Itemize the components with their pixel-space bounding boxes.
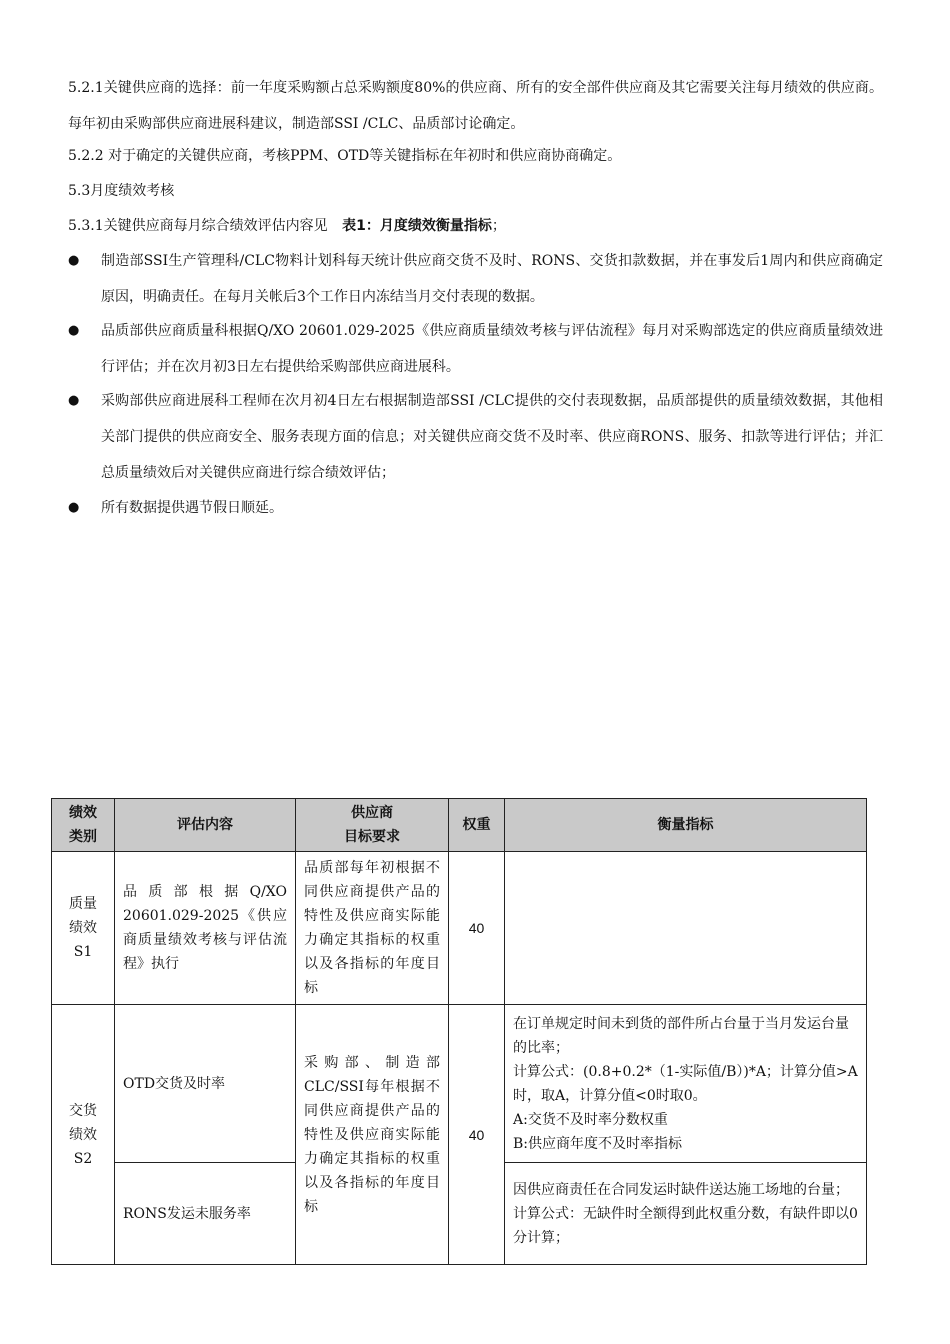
quality-category-cell: 质量 绩效 S1	[52, 852, 115, 1005]
header-target: 供应商 目标要求	[296, 799, 449, 852]
bullet-icon: ●	[68, 253, 80, 268]
header-category: 绩效 类别	[52, 799, 115, 852]
otd-content-cell: OTD交货及时率	[115, 1005, 296, 1163]
rons-content-cell: RONS发运未服务率	[115, 1163, 296, 1265]
paragraph-5-3-1-end: ；	[491, 218, 506, 234]
paragraph-5-3-1	[68, 208, 883, 244]
table-row	[52, 852, 867, 1005]
bullet-item-3: 采购部供应商进展科工程师在次月初4日左右根据制造部SSI /CLC提供的交付表现数据，品质部提供的质量绩效数据，其他相关部门提供的供应商安全、服务表现方面的信息；对关键供应商交货不及时率、供应商RONS、服务、扣款等进行评估；并汇总质量绩效后对关键供应商进行综合绩效评估；	[101, 393, 883, 481]
quality-weight-cell: 40	[449, 852, 505, 1005]
paragraph-5-3-1-text: 5.3.1关键供应商每月综合绩效评估内容见	[68, 218, 328, 234]
monthly-performance-table	[51, 798, 867, 1265]
bullet-item-4: 所有数据提供遇节假日顺延。	[101, 500, 283, 516]
delivery-category-cell: 交货 绩效 S2	[52, 1005, 115, 1265]
quality-metric-cell	[505, 852, 867, 1005]
bullet-icon: ●	[68, 323, 80, 338]
header-content: 评估内容	[115, 799, 296, 852]
rons-metric-cell: 因供应商责任在合同发运时缺件送达施工场地的台量； 计算公式：无缺件时全额得到此权重分数，有缺件即以0分计算；	[505, 1163, 867, 1265]
bullet-icon: ●	[68, 500, 80, 515]
table-reference: 表1：月度绩效衡量指标	[342, 218, 492, 234]
delivery-target-cell: 采购部、制造部CLC/SSI每年根据不同供应商提供产品的特性及供应商实际能力确定其指标的权重以及各指标的年度目标	[296, 1005, 449, 1265]
header-weight: 权重	[449, 799, 505, 852]
bullet-icon: ●	[68, 393, 80, 408]
header-metric: 衡量指标	[505, 799, 867, 852]
section-heading-5-3: 5.3月度绩效考核	[68, 183, 175, 199]
table-row	[52, 1005, 867, 1163]
bullet-item-2: 品质部供应商质量科根据Q/XO 20601.029-2025《供应商质量绩效考核与评估流程》每月对采购部选定的供应商质量绩效进行评估；并在次月初3日左右提供给采购部供应商进展科。	[101, 323, 883, 375]
quality-target-cell: 品质部每年初根据不同供应商提供产品的特性及供应商实际能力确定其指标的权重以及各指标的年度目标	[296, 852, 449, 1005]
quality-content-cell: 品质部根据Q/XO 20601.029-2025《供应商质量绩效考核与评估流程》执行	[115, 852, 296, 1005]
table-header-row	[52, 799, 867, 852]
paragraph-5-2-2: 5.2.2 对于确定的关键供应商，考核PPM、OTD等关键指标在年初时和供应商协商确定。	[68, 148, 622, 164]
paragraph-5-2-1: 5.2.1关键供应商的选择：前一年度采购额占总采购额度80%的供应商、所有的安全部件供应商及其它需要关注每月绩效的供应商。每年初由采购部供应商进展科建议，制造部SSI /CLC、品质部讨论确定。	[68, 80, 883, 132]
otd-metric-cell: 在订单规定时间未到货的部件所占台量于当月发运台量的比率； 计算公式：(0.8+0.2*（1-实际值/B）)*A；计算分值>A时，取A，计算分值<0时取0。 A:交货不及时率分数权重 B:供应商年度不及时率指标	[505, 1005, 867, 1163]
bullet-item-1: 制造部SSI生产管理科/CLC物料计划科每天统计供应商交货不及时、RONS、交货扣款数据，并在事发后1周内和供应商确定原因，明确责任。在每月关帐后3个工作日内冻结当月交付表现的数据。	[101, 253, 883, 305]
delivery-weight-cell: 40	[449, 1005, 505, 1265]
